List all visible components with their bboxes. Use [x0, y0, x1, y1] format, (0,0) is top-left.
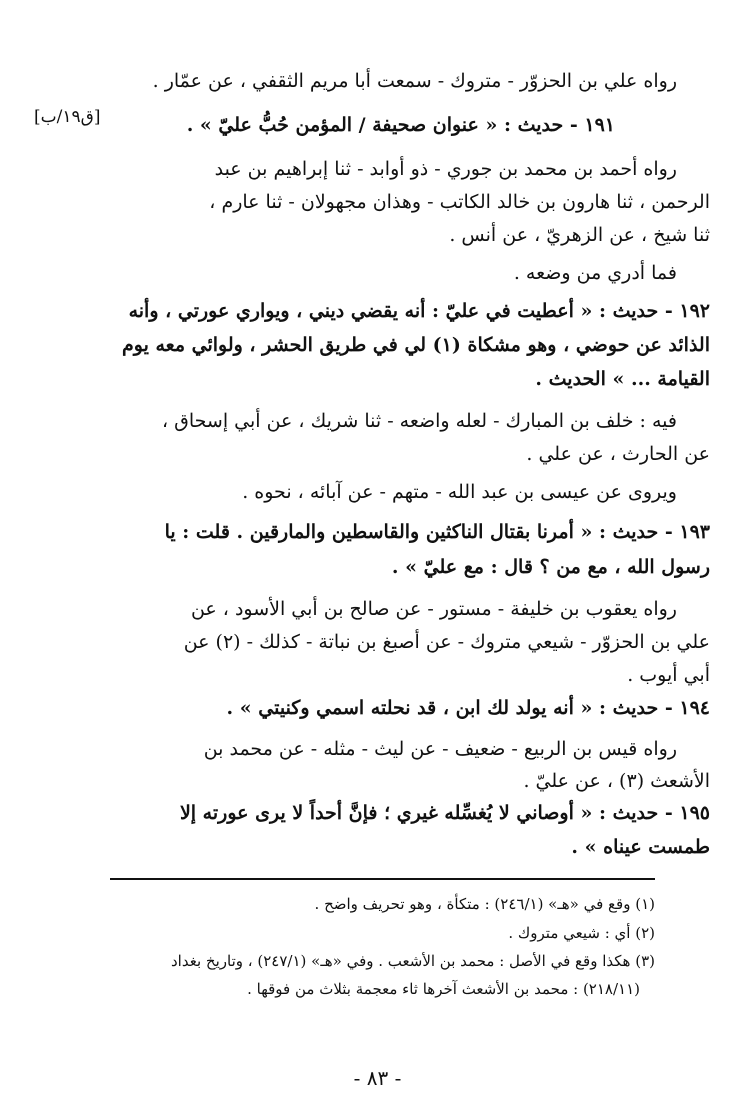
- text-line: رواه يعقوب بن خليفة - مستور - عن صالح بن أبي الأسود ، عن: [190, 598, 677, 620]
- hadith-text-line: طمست عيناه » .: [571, 836, 710, 858]
- footnote-3: (٣) هكذا وقع في الأصل : محمد بن الأشعب . وفي «هـ» (٢٤٧/١) ، وتاريخ بغداد: [171, 952, 655, 970]
- text-line: الرحمن ، ثنا هارون بن خالد الكاتب - وهذان مجهولان - ثنا عارم ،: [209, 191, 710, 213]
- hadith-heading-195: ١٩٥ - حديث : « أوصاني لا يُغسِّله غيري ؛ فإنَّ أحداً لا يرى عورته إلا: [179, 802, 710, 824]
- hadith-heading-191: ١٩١ - حديث : « عنوان صحيفة / المؤمن حُبُّ عليّ » .: [186, 114, 615, 136]
- hadith-text-line: القيامة ... » الحديث .: [535, 368, 710, 390]
- text-line: عن الحارث ، عن علي .: [526, 443, 710, 465]
- text-line: ثنا شيخ ، عن الزهريّ ، عن أنس .: [449, 224, 710, 246]
- footnote-3-continued: (٢١٨/١١) : محمد بن الأشعث آخرها ثاء معجمة بثلاث من فوقها .: [247, 980, 640, 998]
- footnote-separator: [110, 878, 655, 880]
- text-line: رواه قيس بن الربيع - ضعيف - عن ليث - مثله - عن محمد بن: [203, 738, 677, 760]
- text-line: رواه أحمد بن محمد بن جوري - ذو أوابد - ثنا إبراهيم بن عبد: [214, 158, 677, 180]
- footnote-2: (٢) أي : شيعي متروك .: [508, 924, 655, 942]
- hadith-heading-194: ١٩٤ - حديث : « أنه يولد لك ابن ، قد نحلته اسمي وكنيتي » .: [226, 697, 710, 719]
- hadith-text-line: رسول الله ، مع من ؟ قال : مع عليّ » .: [391, 556, 710, 578]
- hadith-text-line: الذائد عن حوضي ، وهو مشكاة (١) لي في طريق الحشر ، ولوائي معه يوم: [122, 334, 710, 356]
- hadith-heading-192: ١٩٢ - حديث : « أعطيت في عليّ : أنه يقضي ديني ، ويواري عورتي ، وأنه: [128, 300, 710, 322]
- text-line: ويروى عن عيسى بن عبد الله - متهم - عن آبائه ، نحوه .: [242, 481, 677, 503]
- footnote-1: (١) وقع في «هـ» (٢٤٦/١) : متكأة ، وهو تحريف واضح .: [314, 895, 655, 913]
- page-number: - ٨٣ -: [353, 1066, 402, 1090]
- text-line: فيه : خلف بن المبارك - لعله واضعه - ثنا شريك ، عن أبي إسحاق ،: [161, 410, 677, 432]
- manuscript-reference: [ق١٩/ب]: [34, 107, 101, 127]
- text-line: فما أدري من وضعه .: [513, 262, 677, 284]
- text-line: رواه علي بن الحزوّر - متروك - سمعت أبا مريم الثقفي ، عن عمّار .: [152, 70, 677, 92]
- hadith-heading-193: ١٩٣ - حديث : « أمرنا بقتال الناكثين والقاسطين والمارقين . قلت : يا: [164, 521, 710, 543]
- text-line: علي بن الحزوّر - شيعي متروك - عن أصبغ بن نباتة - كذلك - (٢) عن: [183, 631, 710, 653]
- text-line: أبي أيوب .: [627, 664, 710, 686]
- text-line: الأشعث (٣) ، عن عليّ .: [523, 770, 710, 792]
